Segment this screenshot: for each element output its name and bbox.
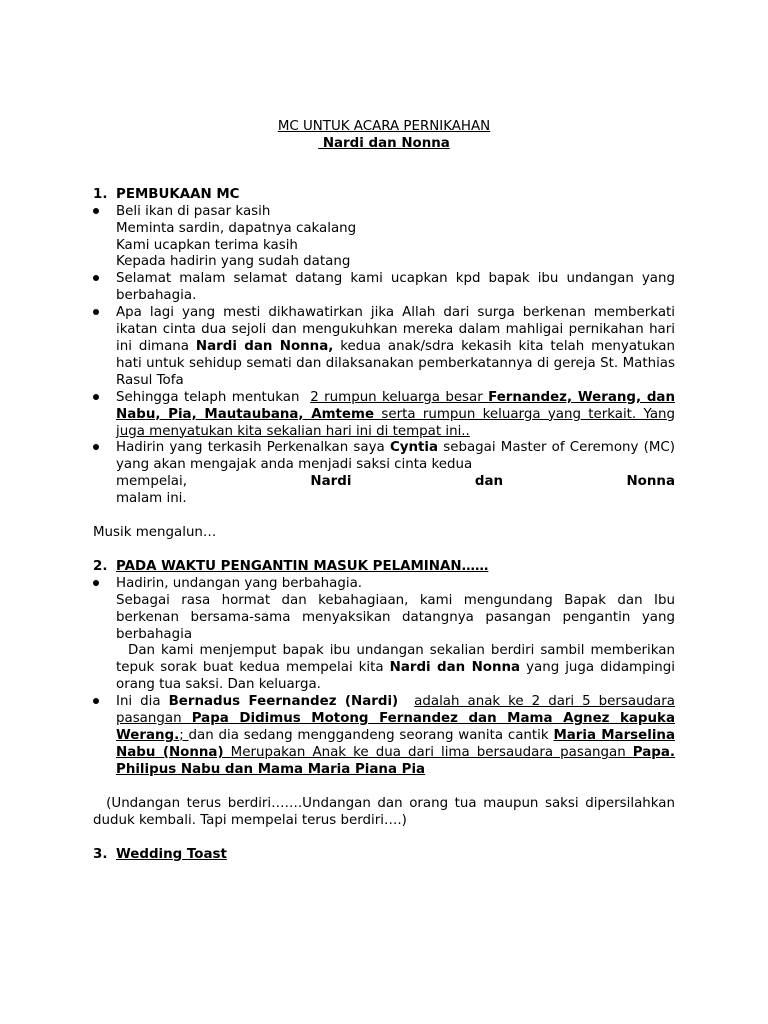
section-2-list	[93, 575, 680, 779]
greeting-text: Selamat malam selamat datang kami ucapkan kpd bapak ibu undangan yang berbahagia.	[116, 271, 675, 304]
section-1-list	[93, 204, 675, 508]
pantun-line: Beli ikan di pasar kasih	[116, 203, 271, 219]
text-run: Hadirin yang terkasih Perkenalkan saya	[116, 440, 390, 456]
list-item	[93, 440, 675, 508]
section-1-heading	[93, 187, 675, 204]
section-2-number: 2.	[93, 558, 108, 574]
bullet-icon	[93, 271, 116, 305]
couple-names: Nardi dan Nonna,	[195, 338, 334, 354]
guest-instruction: (Undangan terus berdiri…….Undangan dan orang tua maupun saksi dipersilahkan duduk kembali. Tapi mempelai terus berdiri….)	[93, 795, 680, 828]
text-run: 2 rumpun keluarga besar	[310, 389, 489, 405]
text-run: malam ini.	[116, 491, 187, 507]
document-subtitle: Nardi dan Nonna	[318, 135, 450, 151]
section-3-heading	[93, 847, 675, 864]
music-note: Musik mengalun…	[93, 525, 217, 541]
list-item	[93, 575, 680, 694]
text-run: yang juga didampingi orang tua saksi. Dan keluarga.	[116, 660, 675, 693]
pantun-line: Meminta sardin, dapatnya cakalang	[116, 220, 357, 236]
list-item	[93, 390, 675, 441]
couple-names: Nardi dan Nonna	[389, 660, 521, 676]
text-run: Hadirin, undangan yang berbahagia.	[116, 575, 363, 591]
section-3-title: Wedding Toast	[116, 846, 227, 862]
text-run: Dan kami menjemput bapak ibu undangan sekalian berdiri sambil memberikan tepuk sorak buat kedua mempelai kita	[116, 643, 680, 676]
text-run: Ini dia	[116, 694, 169, 710]
section-1-number: 1.	[93, 186, 108, 202]
section-2-heading	[93, 559, 675, 576]
bullet-icon	[93, 694, 116, 779]
text-run: ;	[179, 728, 189, 743]
bride-full-name: Maria Marselina Nabu (Nonna)	[116, 728, 675, 760]
text-run: dan	[474, 474, 504, 490]
paragraph	[116, 575, 680, 694]
text-run: sebagai Master of Ceremony (MC) yang akan mengajak anda menjadi saksi cinta kedua	[116, 440, 675, 473]
section-2-title: PADA WAKTU PENGANTIN MASUK PELAMINAN……	[116, 558, 489, 574]
section-1-title: PEMBUKAAN MC	[116, 186, 240, 202]
text-run: Sebagai rasa hormat dan kebahagiaan, kami mengundang Bapak dan Ibu berkenan bersama-sama menyaksikan datangnya pasangan pengantin yang berbahagia	[116, 592, 675, 642]
groom-full-name: Bernadus Feernandez (Nardi)	[168, 694, 399, 710]
list-item	[93, 204, 675, 272]
bullet-icon	[93, 390, 116, 441]
list-item	[93, 694, 675, 779]
bride-parents: Papa. Philipus Nabu dan Mama Maria Piana Pia	[116, 744, 675, 777]
paragraph	[116, 305, 675, 390]
text-run: Merupakan Anak ke dua dari lima bersaudara pasangan	[223, 744, 633, 760]
text-run: serta rumpun keluarga yang terkait. Yang juga menyatukan kita sekalian hari ini di tempat ini..	[116, 406, 676, 439]
spread-line	[116, 474, 675, 491]
groom-name: Nardi	[310, 474, 352, 490]
pantun-line: Kami ucapkan terima kasih	[116, 237, 298, 253]
bullet-icon	[93, 440, 116, 508]
paragraph	[116, 440, 675, 508]
paragraph	[116, 390, 675, 441]
title-block	[93, 119, 675, 153]
bullet-icon	[93, 305, 116, 390]
bullet-icon	[93, 204, 116, 272]
list-item	[93, 305, 675, 390]
text-run: Sehingga telaph mentukan	[116, 389, 311, 405]
family-names: Fernandez, Werang, dan Nabu, Pia, Mautaubana, Amteme	[116, 389, 675, 422]
pantun-line: Kepada hadirin yang sudah datang	[116, 254, 351, 270]
text-run: kedua anak/sdra kekasih kita telah menyatukan hati untuk sehidup semati dan dilaksanakan pemberkatannya di gereja St. Mathias Rasul Tofa	[116, 338, 675, 388]
text-run: Apa lagi yang mesti dikhawatirkan jika Allah dari surga berkenan memberkati ikatan cinta dua sejoli dan mengukuhkan mereka dalam mahligai pernikahan hari ini dimana	[116, 305, 675, 354]
text-run: mempelai,	[116, 474, 187, 490]
section-3-number: 3.	[93, 846, 108, 862]
text-run: adalah anak ke 2 dari 5 bersaudara pasangan	[116, 694, 675, 727]
document-title: MC UNTUK ACARA PERNIKAHAN	[277, 119, 491, 134]
bride-name: Nonna	[626, 474, 675, 490]
list-item	[93, 271, 675, 305]
mc-name: Cyntia	[389, 440, 439, 456]
groom-parents: Papa Didimus Motong Fernandez dan Mama Agnez kapuka Werang.	[116, 711, 675, 743]
paragraph	[116, 694, 675, 779]
document-page	[93, 119, 680, 863]
bullet-icon	[93, 576, 116, 694]
text-run: dan dia sedang menggandeng seorang wanita cantik	[188, 728, 554, 743]
text-run	[398, 694, 414, 709]
